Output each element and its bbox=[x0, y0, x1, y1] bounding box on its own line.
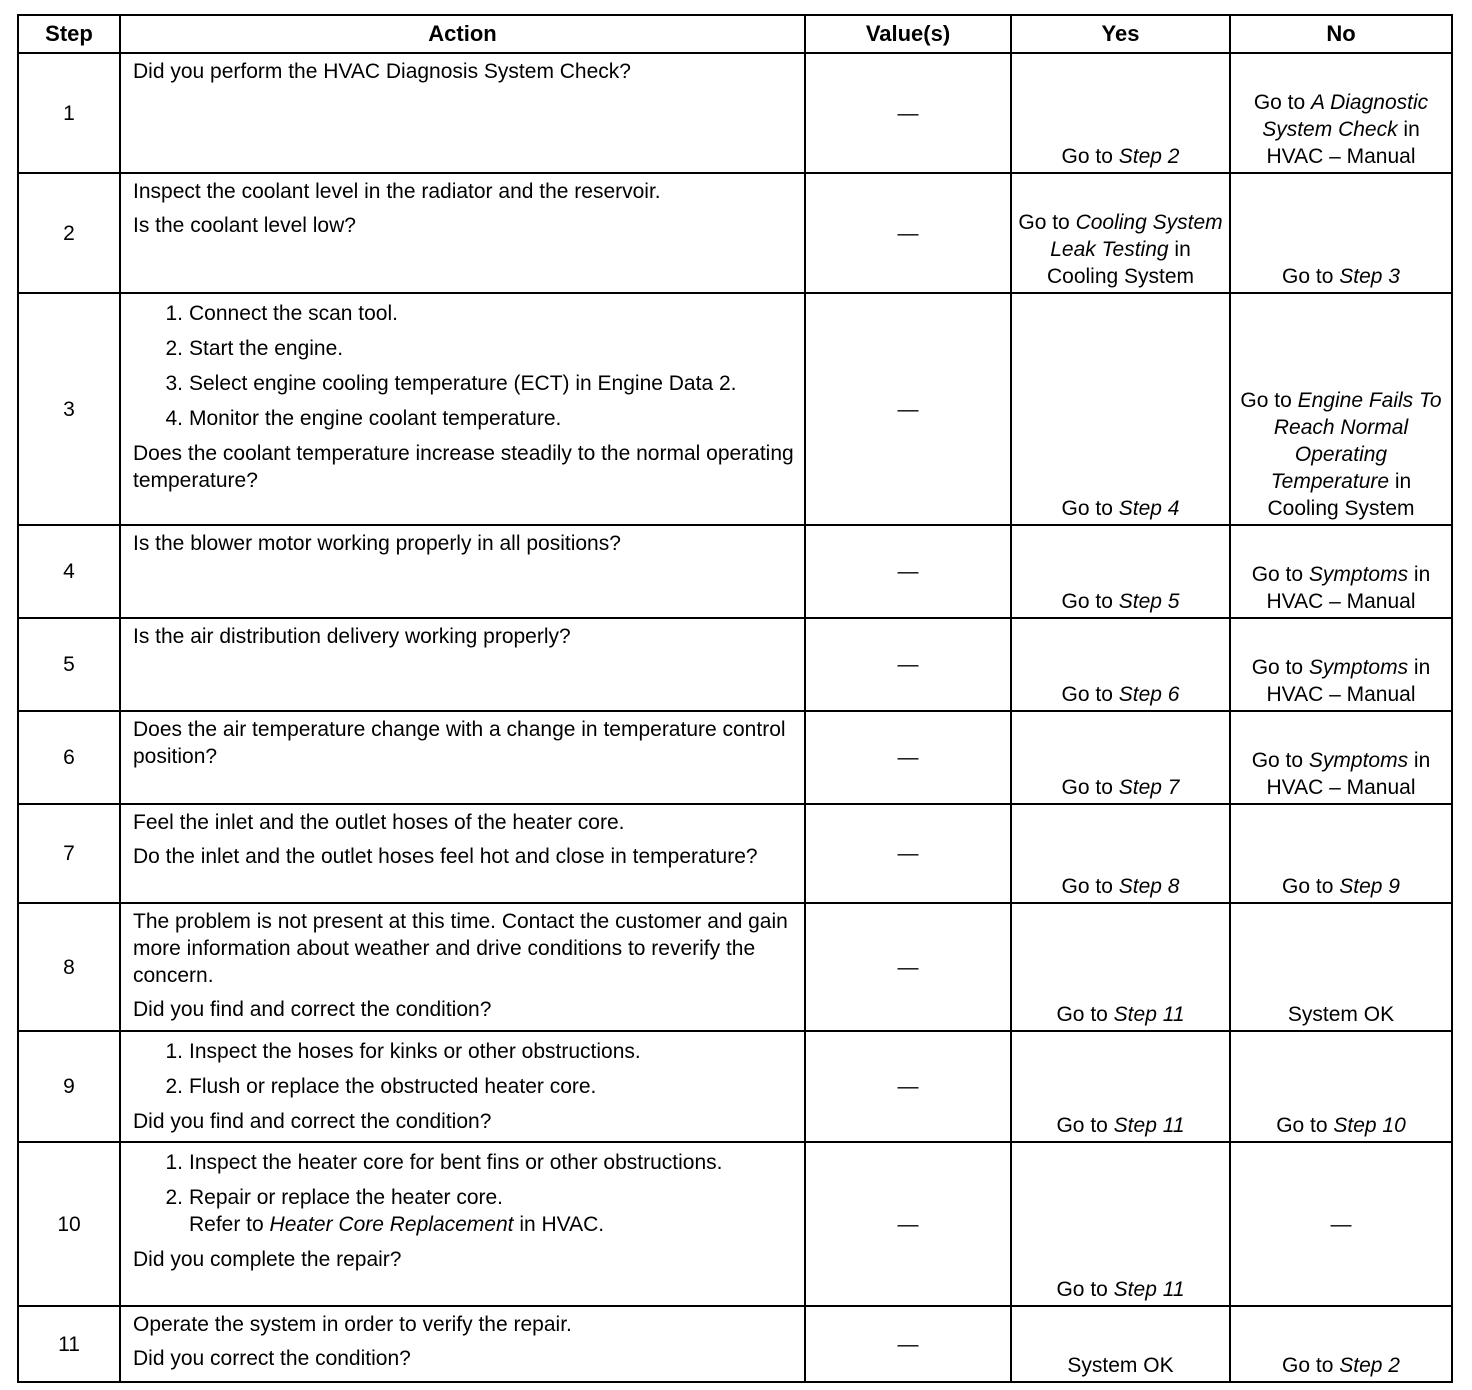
table-row bbox=[18, 173, 1452, 293]
value-cell: — bbox=[805, 618, 1011, 711]
step-number: 3 bbox=[18, 293, 120, 525]
table-row bbox=[18, 618, 1452, 711]
yes-cell: Go to Cooling System Leak Testing in Cooling System bbox=[1011, 173, 1230, 293]
yes-cell: Go to Step 11 bbox=[1011, 1031, 1230, 1142]
step-number: 2 bbox=[18, 173, 120, 293]
list-item: 4. Monitor the engine coolant temperature. bbox=[165, 407, 562, 430]
step-number: 6 bbox=[18, 711, 120, 804]
step-number: 4 bbox=[18, 525, 120, 618]
no-cell: System OK bbox=[1230, 903, 1452, 1031]
list-item: 1. Connect the scan tool. bbox=[165, 302, 398, 325]
no-cell: Go to Engine Fails To Reach Normal Operating Temperature in Cooling System bbox=[1230, 293, 1452, 525]
action-text: Is the air distribution delivery working properly? bbox=[133, 625, 571, 648]
action-cell bbox=[120, 618, 805, 711]
no-cell: — bbox=[1230, 1142, 1452, 1306]
table-row bbox=[18, 53, 1452, 173]
action-cell bbox=[120, 173, 805, 293]
action-question: Did you find and correct the condition? bbox=[133, 1110, 492, 1133]
action-question: Did you correct the condition? bbox=[133, 1347, 411, 1370]
table-row bbox=[18, 804, 1452, 903]
yes-cell: System OK bbox=[1011, 1306, 1230, 1382]
action-text: Inspect the coolant level in the radiator and the reservoir. bbox=[133, 180, 661, 203]
list-item: 2. Flush or replace the obstructed heater core. bbox=[165, 1075, 597, 1098]
header-yes: Yes bbox=[1011, 15, 1230, 53]
list-item: 3. Select engine cooling temperature (ECT) in Engine Data 2. bbox=[165, 372, 737, 395]
action-text: Operate the system in order to verify the repair. bbox=[133, 1313, 572, 1336]
yes-cell: Go to Step 2 bbox=[1011, 53, 1230, 173]
no-cell: Go to Symptoms in HVAC – Manual bbox=[1230, 525, 1452, 618]
yes-cell: Go to Step 6 bbox=[1011, 618, 1230, 711]
action-text: Is the blower motor working properly in all positions? bbox=[133, 532, 621, 555]
action-question: Did you find and correct the condition? bbox=[133, 998, 492, 1021]
action-cell bbox=[120, 293, 805, 525]
value-cell: — bbox=[805, 293, 1011, 525]
no-cell: Go to Step 3 bbox=[1230, 173, 1452, 293]
list-item: 1. Inspect the heater core for bent fins or other obstructions. bbox=[165, 1151, 723, 1174]
no-cell: Go to Step 10 bbox=[1230, 1031, 1452, 1142]
header-step: Step bbox=[18, 15, 120, 53]
no-cell: Go to Symptoms in HVAC – Manual bbox=[1230, 618, 1452, 711]
action-text: Feel the inlet and the outlet hoses of the heater core. bbox=[133, 811, 625, 834]
value-cell: — bbox=[805, 711, 1011, 804]
value-cell: — bbox=[805, 173, 1011, 293]
list-item: 1. Inspect the hoses for kinks or other obstructions. bbox=[165, 1040, 641, 1063]
no-cell: Go to Symptoms in HVAC – Manual bbox=[1230, 711, 1452, 804]
step-number: 9 bbox=[18, 1031, 120, 1142]
yes-cell: Go to Step 11 bbox=[1011, 1142, 1230, 1306]
action-cell bbox=[120, 903, 805, 1031]
step-number: 8 bbox=[18, 903, 120, 1031]
header-no: No bbox=[1230, 15, 1452, 53]
action-text: Did you perform the HVAC Diagnosis System Check? bbox=[133, 60, 631, 83]
action-cell bbox=[120, 53, 805, 173]
action-cell bbox=[120, 1306, 805, 1382]
yes-cell: Go to Step 11 bbox=[1011, 903, 1230, 1031]
step-number: 7 bbox=[18, 804, 120, 903]
action-cell bbox=[120, 711, 805, 804]
action-cell bbox=[120, 1142, 805, 1306]
yes-cell: Go to Step 4 bbox=[1011, 293, 1230, 525]
header-action: Action bbox=[120, 15, 805, 53]
action-steps bbox=[133, 1038, 796, 1100]
no-cell: Go to A Diagnostic System Check in HVAC – Manual bbox=[1230, 53, 1452, 173]
table-row bbox=[18, 525, 1452, 618]
list-item: 2. Repair or replace the heater core. Refer to Heater Core Replacement in HVAC. bbox=[165, 1186, 605, 1236]
table-row bbox=[18, 903, 1452, 1031]
value-cell: — bbox=[805, 525, 1011, 618]
action-steps bbox=[133, 300, 796, 432]
value-cell: — bbox=[805, 53, 1011, 173]
table-row bbox=[18, 1142, 1452, 1306]
no-cell: Go to Step 9 bbox=[1230, 804, 1452, 903]
list-item: 2. Start the engine. bbox=[165, 337, 344, 360]
action-question: Is the coolant level low? bbox=[133, 214, 356, 237]
diagnostic-table bbox=[17, 14, 1453, 1383]
step-number: 11 bbox=[18, 1306, 120, 1382]
action-question: Do the inlet and the outlet hoses feel hot and close in temperature? bbox=[133, 845, 758, 868]
step-number: 10 bbox=[18, 1142, 120, 1306]
value-cell: — bbox=[805, 1031, 1011, 1142]
action-text: Does the air temperature change with a change in temperature control position? bbox=[133, 718, 786, 768]
value-cell: — bbox=[805, 804, 1011, 903]
step-number: 5 bbox=[18, 618, 120, 711]
action-text: The problem is not present at this time. Contact the customer and gain more information about weather and drive conditions to reverify the concern. bbox=[133, 910, 788, 987]
action-question: Does the coolant temperature increase steadily to the normal operating temperature? bbox=[133, 442, 794, 492]
header-values: Value(s) bbox=[805, 15, 1011, 53]
action-cell bbox=[120, 1031, 805, 1142]
header-row bbox=[18, 15, 1452, 53]
value-cell: — bbox=[805, 1306, 1011, 1382]
yes-cell: Go to Step 5 bbox=[1011, 525, 1230, 618]
step-number: 1 bbox=[18, 53, 120, 173]
no-cell: Go to Step 2 bbox=[1230, 1306, 1452, 1382]
value-cell: — bbox=[805, 903, 1011, 1031]
yes-cell: Go to Step 8 bbox=[1011, 804, 1230, 903]
table-row bbox=[18, 1031, 1452, 1142]
yes-cell: Go to Step 7 bbox=[1011, 711, 1230, 804]
table-row bbox=[18, 293, 1452, 525]
action-steps bbox=[133, 1149, 796, 1238]
table-row bbox=[18, 1306, 1452, 1382]
action-cell bbox=[120, 525, 805, 618]
action-question: Did you complete the repair? bbox=[133, 1248, 402, 1271]
action-cell bbox=[120, 804, 805, 903]
value-cell: — bbox=[805, 1142, 1011, 1306]
table-row bbox=[18, 711, 1452, 804]
